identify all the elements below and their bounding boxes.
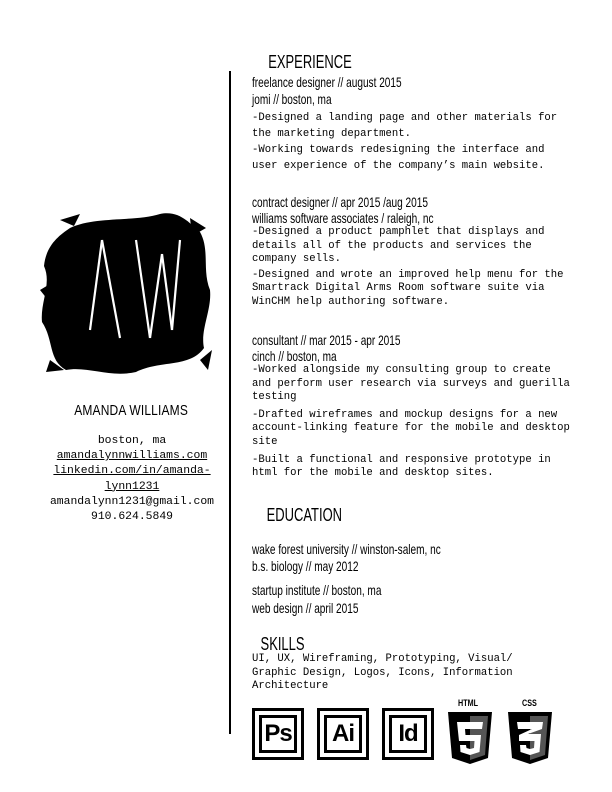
- job-2-bullets: [252, 226, 572, 310]
- job-3-bullet-2: -Drafted wireframes and mockup designs for a new account-linking feature for the mobile and desktop site: [252, 408, 570, 448]
- job-3-org: cinch // boston, ma: [252, 348, 337, 364]
- html-label: HTML: [458, 698, 478, 708]
- profile-name: AMANDA WILLIAMS: [74, 402, 188, 419]
- photoshop-icon: Ps: [252, 708, 304, 760]
- column-divider: [229, 71, 231, 734]
- job-1-bullet-2: -Working towards redesigning the interface and user experience of the company’s main website.: [252, 144, 545, 172]
- education-1-line1: wake forest university // winston-salem, nc: [252, 541, 441, 557]
- job-1-bullets: [252, 110, 572, 174]
- job-3-title: consultant // mar 2015 - apr 2015: [252, 332, 401, 348]
- indesign-icon: Id: [382, 708, 434, 760]
- linkedin-link-line1[interactable]: linkedin.com/in/amanda-: [53, 465, 211, 478]
- contact-block: [28, 434, 236, 525]
- linkedin-link-line2[interactable]: lynn1231: [104, 480, 160, 493]
- job-2-org: williams software associates / raleigh, nc: [252, 210, 434, 226]
- skills-text: UI, UX, Wireframing, Prototyping, Visual/ Graphic Design, Logos, Icons, Information Architecture: [252, 653, 513, 693]
- education-1-line2: b.s. biology // may 2012: [252, 558, 359, 574]
- email[interactable]: amandalynn1231@gmail.com: [49, 495, 215, 508]
- education-2-line2: web design // april 2015: [252, 600, 359, 616]
- education-heading: EDUCATION: [266, 505, 343, 525]
- location: boston, ma: [97, 435, 167, 447]
- job-3-bullet-3: -Built a functional and responsive prototype in html for the mobile and desktop sites.: [252, 453, 551, 480]
- skills-heading: SKILLS: [260, 634, 305, 654]
- job-1-title: freelance designer // august 2015: [252, 74, 402, 90]
- html5-icon: [446, 712, 494, 764]
- job-3-bullet-1: -Worked alongside my consulting group to create and perform user research via surveys and guerilla testing: [252, 364, 570, 404]
- css-label: CSS: [522, 698, 537, 708]
- experience-heading: EXPERIENCE: [268, 52, 352, 72]
- job-2-title: contract designer // apr 2015 /aug 2015: [252, 194, 428, 210]
- job-2-bullet-2: -Designed and wrote an improved help menu for the Smartrack Digital Arms Room software suite via WinCHM help authoring software.: [252, 268, 564, 308]
- job-3-bullets: [252, 364, 572, 481]
- job-1-org: jomi // boston, ma: [252, 91, 332, 107]
- aw-monogram-logo: [40, 210, 212, 378]
- illustrator-icon: Ai: [317, 708, 369, 760]
- website-link[interactable]: amandalynnwilliams.com: [56, 450, 208, 463]
- css3-icon: [506, 712, 554, 764]
- phone: 910.624.5849: [90, 511, 174, 524]
- job-1-bullet-1: -Designed a landing page and other materials for the marketing department.: [252, 112, 558, 140]
- job-2-bullet-1: -Designed a product pamphlet that displays and details all of the products and services the company sells.: [252, 226, 545, 266]
- education-2-line1: startup institute // boston, ma: [252, 582, 382, 598]
